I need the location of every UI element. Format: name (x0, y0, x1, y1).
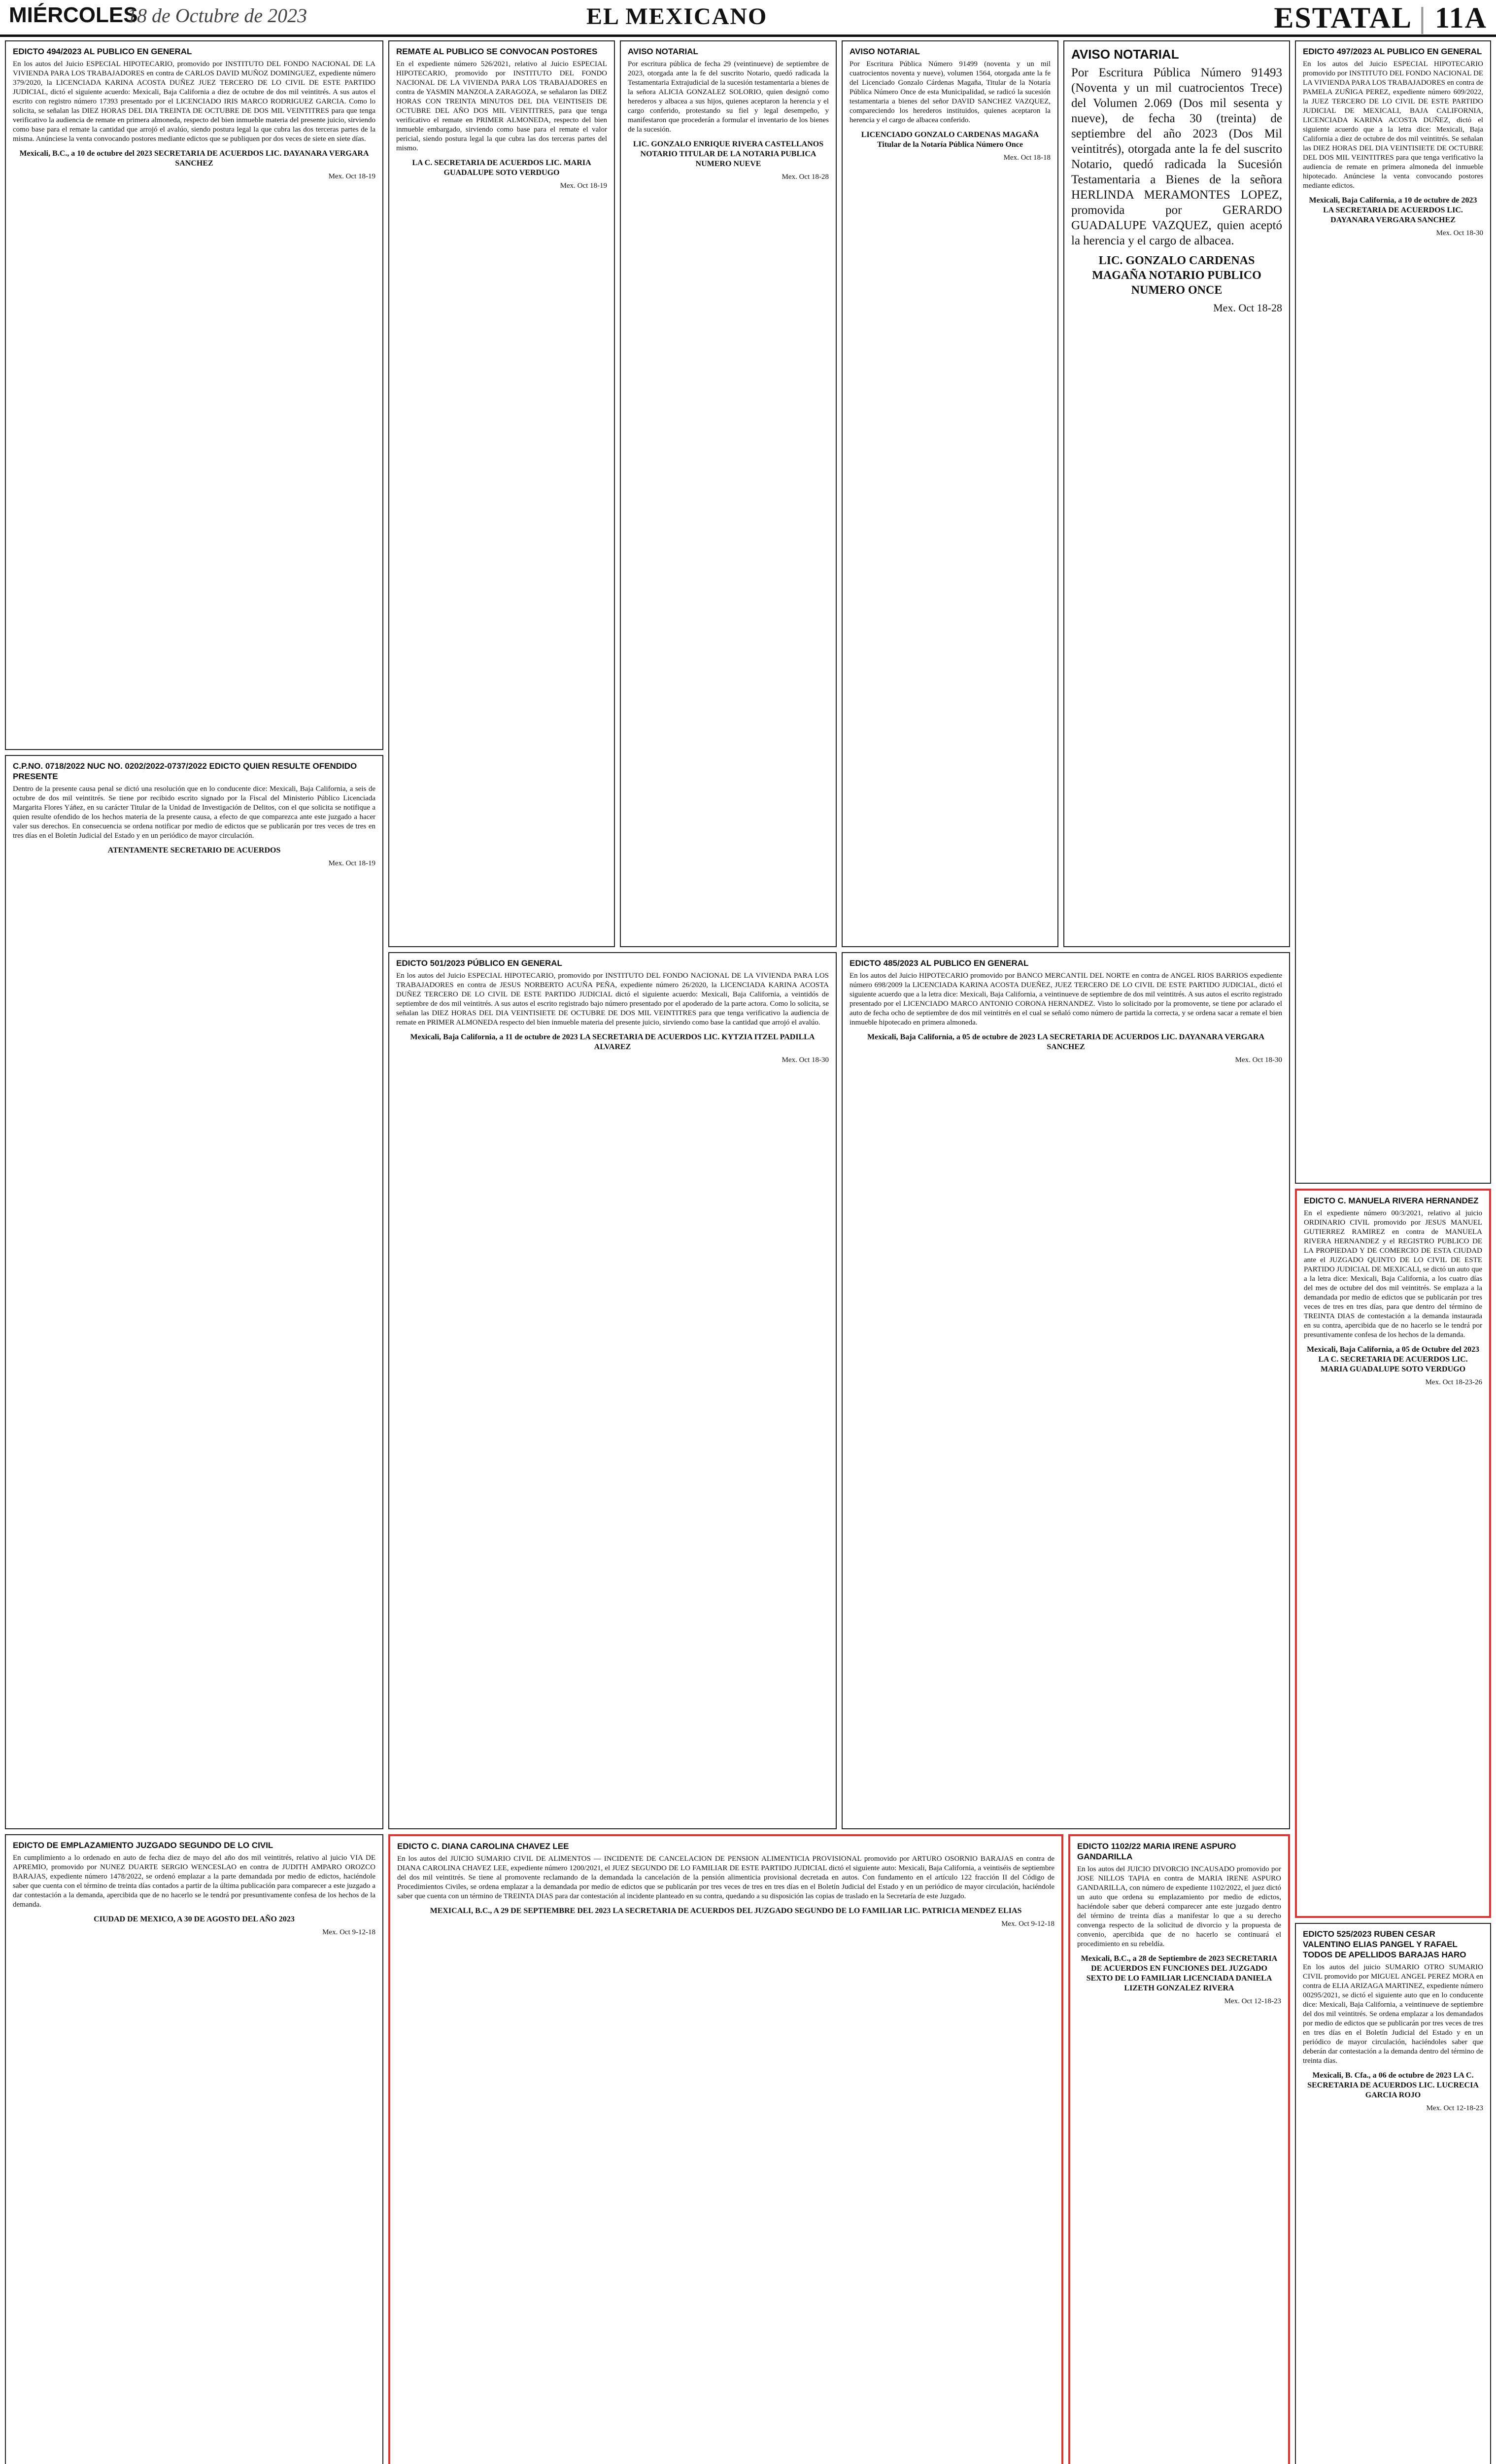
notice-folio: Mex. Oct 18-30 (1436, 229, 1483, 237)
notice-remate (388, 40, 615, 947)
notice-folio: Mex. Oct 18-28 (1213, 302, 1282, 314)
notice-edicto-494 (5, 40, 383, 750)
page-number: 11A (1434, 1, 1487, 34)
notice-title: EDICTO 485/2023 AL PUBLICO EN GENERAL (850, 958, 1029, 968)
page-header (0, 0, 1496, 37)
notice-aviso-notarial-2 (842, 40, 1058, 947)
notice-title: EDICTO 1102/22 MARIA IRENE ASPURO GANDARILLA (1077, 1842, 1236, 1861)
header-day: MIÉRCOLES (9, 3, 138, 27)
notice-edicto-497 (1295, 40, 1491, 1184)
notice-title: AVISO NOTARIAL (850, 47, 920, 56)
notice-body: Dentro de la presente causa penal se dictó una resolución que en lo conducente dice: Mexicali, Baja California, a seis de octubre de dos mil veintitrés. Se tiene por recibido escrito signado por la Fiscal del Ministerio Público Licenciada Margarita Flores Yáñez, en su carácter Titular de la Unidad de Investigación de Delitos, con el que solicita se notifique a quien resulte ofendido de los hechos materia de la presente causa, a efecto de que comparezca ante este juzgado a hacer valer sus derechos. En consecuencia se ordena notificar por medio de edictos que se publicarán por tres veces de tres en tres días en el Boletín Judicial del Estado y en un periódico de mayor circulación. (13, 785, 375, 840)
notice-title: EDICTO C. MANUELA RIVERA HERNANDEZ (1304, 1196, 1479, 1205)
notice-folio: Mex. Oct 12-18-23 (1426, 2104, 1483, 2112)
notice-title: C.P.NO. 0718/2022 NUC NO. 0202/2022-0737/2022 EDICTO QUIEN RESULTE OFENDIDO PRESENTE (13, 761, 357, 781)
notice-aviso-notarial-1 (620, 40, 837, 947)
notice-title: REMATE AL PUBLICO SE CONVOCAN POSTORES (396, 47, 598, 56)
notice-folio: Mex. Oct 9-12-18 (1001, 1920, 1054, 1928)
notice-edicto-525 (1295, 1923, 1491, 2464)
notice-folio: Mex. Oct 18-30 (1235, 1056, 1282, 1064)
header-date: 18 de Octubre de 2023 (127, 4, 307, 27)
notice-folio: Mex. Oct 18-28 (782, 173, 829, 181)
notice-signature: LIC. GONZALO ENRIQUE RIVERA CASTELLANOS NOTARIO TITULAR DE LA NOTARIA PUBLICA NUMERO NUEVE (633, 140, 824, 168)
notice-signature: ATENTAMENTE SECRETARIO DE ACUERDOS (107, 846, 281, 855)
notice-body: En los autos del Juicio ESPECIAL HIPOTECARIO, promovido por INSTITUTO DEL FONDO NACIONAL DE LA VIVIENDA PARA LOS TRABAJADORES en contra de CARLOS DAVID MUÑOZ DOMINGUEZ, expediente número 379/2020, la LICENCIADA KARINA ACOSTA DUÑEZ JUEZ TERCERO DE LO CIVIL DE ESTE PARTIDO JUDICIAL, dictó el siguiente acuerdo: Mexicali, Baja California a diez de octubre de dos mil veintitrés. A sus autos el escrito con registro número 17393 presentado por el LICENCIADO IRIS MARCO RODRIGUEZ GARCIA. Como lo solicita, se señalan las DIEZ HORAS DEL DIA TREINTA DE OCTUBRE DE DOS MIL VEINTITRES para que tenga verificativo la audiencia de remate en primera almoneda, respecto del bien inmueble materia del presente juicio, sirviendo como base para el remate la cantidad que arrojó el avalúo, siendo postura legal la que cubra las dos terceras partes de la misma. Anúnciese la venta convocando postores mediante edictos que se publiquen por dos veces de siete en siete días. (13, 60, 375, 143)
notice-signature: CIUDAD DE MEXICO, A 30 DE AGOSTO DEL AÑO 2023 (94, 1915, 295, 1923)
notice-folio: Mex. Oct 18-19 (328, 172, 375, 180)
notice-title: EDICTO 501/2023 PÚBLICO EN GENERAL (396, 958, 562, 968)
notice-signature: Mexicali, Baja California, a 05 de Octubre del 2023 LA C. SECRETARIA DE ACUERDOS LIC. MARIA GUADALUPE SOTO VERDUGO (1307, 1345, 1479, 1373)
notice-signature: Mexicali, B. Cfa., a 06 de octubre de 2023 LA C. SECRETARIA DE ACUERDOS LIC. LUCRECIA GARCIA ROJO (1307, 2071, 1479, 2099)
notice-signature: Mexicali, Baja California, a 11 de octubre de 2023 LA SECRETARIA DE ACUERDOS LIC. KYTZIA ITZEL PADILLA ALVAREZ (410, 1033, 815, 1051)
notice-body: Por escritura pública de fecha 29 (veintinueve) de septiembre de 2023, otorgada ante la fe del suscrito Notario, quedó radicada la Testamentaria Extrajudicial de la sucesión testamentaria a bienes de la señora ALICIA GONZALEZ SOLORIO, quien designó como herederos y albacea a sus hijos, quienes aceptaron la herencia y el cargo conferido, protestando su fiel y legal desempeño, y manifestaron que procederán a formular el inventario de los bienes de la sucesión. (628, 60, 829, 134)
notice-signature: Mexicali, Baja California, a 10 de octubre de 2023 LA SECRETARIA DE ACUERDOS LIC. DAYANARA VERGARA SANCHEZ (1309, 196, 1477, 224)
notice-signature: LA C. SECRETARIA DE ACUERDOS LIC. MARIA GUADALUPE SOTO VERDUGO (412, 159, 591, 177)
notice-body: En los autos del juicio SUMARIO OTRO SUMARIO CIVIL promovido por MIGUEL ANGEL PEREZ MORA en contra de ELIA ARIZAGA MARTINEZ, expediente número 00295/2021, se dictó el siguiente auto que en lo conducente dice: Mexicali, Baja California, a veintinueve de septiembre del dos mil veintitrés. Se ordena emplazar a los demandados por medio de edictos que se publicarán por tres veces de tres en tres días en el Boletín Judicial del Estado y en un periódico de mayor circulación, haciéndoles saber que deberán dar contestación a la demanda dentro del término de treinta días. (1303, 1963, 1483, 2065)
notice-edicto-maria-irene (1068, 1834, 1290, 2464)
notice-title: AVISO NOTARIAL (1071, 47, 1179, 62)
notice-edicto-diana-carolina (388, 1834, 1063, 2464)
notice-folio: Mex. Oct 18-23-26 (1425, 1378, 1482, 1386)
notice-signature: Mexicali, B.C., a 10 de octubre del 2023 SECRETARIA DE ACUERDOS LIC. DAYANARA VERGARA SANCHEZ (19, 149, 369, 168)
notice-body: En el expediente número 00/3/2021, relativo al juicio ORDINARIO CIVIL promovido por JESUS MANUEL GUTIERREZ RAMIREZ en contra de MANUELA RIVERA HERNANDEZ y el REGISTRO PUBLICO DE LA PROPIEDAD Y DE COMERCIO DE ESTA CIUDAD ante el JUZGADO QUINTO DE LO CIVIL DE ESTE PARTIDO JUDICIAL DE MEXICALI, se dictó un auto que a la letra dice: Mexicali, Baja California, a los cuatro días del mes de octubre del dos mil veintitrés. Se emplaza a la demandada por medio de edictos que se publicarán por tres veces de tres en tres días, para que dentro del término de TREINTA DIAS de contestación a la demanda instaurada en su contra, apercibida que de no hacerlo se le tendrá por presuntivamente confesa de los hechos de la demanda. (1304, 1209, 1482, 1339)
notice-body: En el expediente número 526/2021, relativo al Juicio ESPECIAL HIPOTECARIO, promovido por INSTITUTO DEL FONDO NACIONAL DE LA VIVIENDA PARA LOS TRABAJADORES en contra de YASMIN MANZOLA ZARAGOZA, se señalaron las DIEZ HORAS CON TREINTA MINUTOS DEL DIA VEINTISEIS DE OCTUBRE DEL AÑO DOS MIL VEINTITRES, para que tenga verificativo el remate en PRIMER ALMONEDA, respecto del bien inmueble embargado, sirviendo como base para el remate el valor pericial, siendo postura legal la que cubra las dos terceras partes del mismo. (396, 60, 607, 152)
notice-title: EDICTO C. DIANA CAROLINA CHAVEZ LEE (397, 1842, 569, 1851)
notice-body: En cumplimiento a lo ordenado en auto de fecha diez de mayo del año dos mil veintitrés, relativo al juicio VIA DE APREMIO, promovido por NUNEZ DUARTE SERGIO WENCESLAO en contra de JUDITH AMPARO OROZCO BARAJAS, expediente número 1478/2022, se ordenó emplazar a la parte demandada por medio de edictos, haciéndole saber que cuenta con el término de treinta días contados a partir de la última publicación para comparecer a este juzgado a dar contestación a la demanda, apercibida que de no hacerlo se le tendrá por presuntivamente confesa de los hechos de la demanda. (13, 1854, 375, 1909)
notice-folio: Mex. Oct 12-18-23 (1224, 1997, 1281, 2005)
notice-signature: Mexicali, B.C., a 28 de Septiembre de 2023 SECRETARIA DE ACUERDOS EN FUNCIONES DEL JUZGADO SEXTO DE LO FAMILIAR LICENCIADA DANIELA LIZETH GONZALEZ RIVERA (1081, 1954, 1278, 1992)
notice-body: En los autos del Juicio HIPOTECARIO promovido por BANCO MERCANTIL DEL NORTE en contra de ANGEL RIOS BARRIOS expediente número 698/2009 la LICENCIADA KARINA ACOSTA DUEÑEZ, JUEZ TERCERO DE LO CIVIL DE ESTE PARTIDO JUDICIAL, dictó el siguiente acuerdo que a la letra dice: Mexicali, Baja California, a veintinueve de septiembre de dos mil veintitrés. A sus autos el escrito registrado presentado por el LICENCIADO MARCO ANTONIO CORONA HERNANDEZ. Visto lo solicitado por la promovente, se tiene por aclarado el auto de fecha ocho de septiembre de dos mil veintitrés en el cual se señaló como número de partida la correcta, y se ordena sacar a remate el bien inmueble hipotecado en primera almoneda. (850, 972, 1282, 1027)
notice-signature: MEXICALI, B.C., A 29 DE SEPTIEMBRE DEL 2023 LA SECRETARIA DE ACUERDOS DEL JUZGADO SEGUNDO DE LO FAMILIAR LIC. PATRICIA MENDEZ ELIAS (430, 1907, 1022, 1915)
notice-folio: Mex. Oct 18-19 (328, 859, 375, 867)
notice-edicto-485 (842, 952, 1290, 1829)
notice-body: Por Escritura Pública Número 91493 (Noventa y un mil cuatrocientos Trece) del Volumen 2.069 (Dos mil sesenta y nueve), de fecha 30 (treinta) de septiembre del año 2023 (Dos Mil veintitrés), otorgada ante la fe del suscrito Notario, quedó radicada la Sucesión Testamentaria a Bienes de la señora HERLINDA MERAMONTES LOPEZ, promovida por GERARDO GUADALUPE VAZQUEZ, quien aceptó la herencia y el cargo de albacea. (1071, 66, 1282, 247)
notice-body: Por Escritura Pública Número 91499 (noventa y un mil cuatrocientos noventa y nueve), volumen 1564, otorgada ante la fe del Licenciado Gonzalo Cárdenas Magaña, Titular de la Notaría Pública Número Once de esta Municipalidad, se radicó la sucesión testamentaria a bienes del señor DAVID SANCHEZ VAZQUEZ, compareciendo los herederos instituidos, quienes aceptaron la herencia y el cargo de albacea conferido. (850, 60, 1051, 124)
notice-title: EDICTO 525/2023 RUBEN CESAR VALENTINO ELIAS PANGEL Y RAFAEL TODOS DE APELLIDOS BARAJAS HARO (1303, 1929, 1466, 1959)
notice-folio: Mex. Oct 18-30 (782, 1056, 829, 1064)
notice-signature: LIC. GONZALO CARDENAS MAGAÑA NOTARIO PUBLICO NUMERO ONCE (1092, 254, 1261, 297)
notice-signature: Mexicali, Baja California, a 05 de octubre de 2023 LA SECRETARIA DE ACUERDOS LIC. DAYANARA VERGARA SANCHEZ (867, 1033, 1264, 1051)
newspaper-masthead: EL MEXICANO (586, 3, 768, 30)
notice-causa-penal (5, 755, 383, 1829)
notice-edicto-501 (388, 952, 837, 1829)
notice-body: En los autos del JUICIO SUMARIO CIVIL DE ALIMENTOS — INCIDENTE DE CANCELACION DE PENSION ALIMENTICIA PROVISIONAL promovido por ARTURO OSORNIO BARAJAS en contra de DIANA CAROLINA CHAVEZ LEE, expediente número 1200/2021, el JUEZ SEGUNDO DE LO FAMILIAR DE ESTE PARTIDO JUDICIAL dictó el siguiente auto: Mexicali, Baja California, a veintiséis de septiembre del dos mil veintitrés. Se tiene al promovente reclamando de la demandada la cancelación de la pensión alimenticia provisional decretada en autos. Con fundamento en el artículo 122 fracción II del Código de Procedimientos Civiles, se ordena emplazar a la demandada por medio de edictos que se publicarán por tres veces de tres en tres días en el Boletín Judicial del Estado y en un periódico de mayor circulación, haciéndole saber que cuenta con un término de TREINTA DIAS para dar contestación al incidente planteado en su contra, quedando a su disposición las copias de traslado en la Secretaría de este Juzgado. (397, 1855, 1054, 1900)
notice-body: En los autos del Juicio ESPECIAL HIPOTECARIO promovido por INSTITUTO DEL FONDO NACIONAL DE LA VIVIENDA PARA LOS TRABAJADORES en contra de PAMELA ZUÑIGA PEREZ, expediente número 609/2022, la JUEZ TERCERO DE LO CIVIL DE ESTE PARTIDO JUDICIAL DE MEXICALI, BAJA CALIFORNIA, LICENCIADA KARINA ACOSTA DUÑEZ, dictó el siguiente acuerdo que a la letra dice: Mexicali, Baja California a diez de octubre de dos mil veintitrés. Se señalan las DIEZ HORAS DEL DIA VEINTISIETE DE OCTUBRE DEL DOS MIL VEINTITRES para que tenga verificativo la audiencia de remate en primera almoneda del inmueble hipotecado. Anúnciese la venta convocando postores mediante edictos. (1303, 60, 1483, 190)
notice-folio: Mex. Oct 18-19 (560, 182, 607, 190)
notice-edicto-emplazamiento (5, 1834, 383, 2464)
notice-body: En los autos del Juicio ESPECIAL HIPOTECARIO, promovido por INSTITUTO DEL FONDO NACIONAL DE LA VIVIENDA PARA LOS TRABAJADORES en contra de JESUS NORBERTO ACUÑA PEÑA, expediente número 26/2020, la LICENCIADA KARINA ACOSTA DUÑEZ TERCERO DE LO CIVIL DE ESTE PARTIDO JUDICIAL dictó el siguiente acuerdo: Mexicali, Baja California, a veintidós de septiembre de dos mil veintitrés. A sus autos el escrito registrado bajo número presentado por el apoderado de la parte actora. Como lo solicita, se señalan las DIEZ HORAS DEL DIA VEINTISIETE DE OCTUBRE DE DOS MIL VEINTITRES para que tenga verificativo la audiencia de remate en PRIMER ALMONEDA respecto del bien inmueble materia del presente juicio, sirviendo como base la cantidad que arrojó el avalúo. (396, 972, 829, 1027)
notice-title: EDICTO 494/2023 AL PUBLICO EN GENERAL (13, 47, 192, 56)
notice-edicto-manuela-rivera (1295, 1189, 1491, 1918)
notice-title: EDICTO 497/2023 AL PUBLICO EN GENERAL (1303, 47, 1482, 56)
notice-aviso-notarial-3 (1063, 40, 1290, 947)
notice-body: En los autos del JUICIO DIVORCIO INCAUSADO promovido por JOSE NILLOS TAPIA en contra de MARIA IRENE ASPURO GANDARILLA, con número de expediente 1102/2022, el juez dictó un auto que ordena su emplazamiento por medio de edictos, haciéndole saber que deberá comparecer ante este juzgado dentro del término de treinta días a manifestar lo que a su derecho convenga respecto de la solicitud de divorcio y la propuesta de convenio, apercibida que de no hacerlo se continuará el procedimiento en su rebeldía. (1077, 1865, 1281, 1948)
notice-folio: Mex. Oct 9-12-18 (322, 1928, 375, 1936)
section-title: ESTATAL | 11A (1274, 1, 1487, 34)
notice-folio: Mex. Oct 18-18 (1003, 154, 1051, 162)
notice-signature: LICENCIADO GONZALO CARDENAS MAGAÑA Titular de la Notaría Pública Número Once (861, 131, 1039, 149)
notice-title: AVISO NOTARIAL (628, 47, 698, 56)
notice-title: EDICTO DE EMPLAZAMIENTO JUZGADO SEGUNDO DE LO CIVIL (13, 1841, 273, 1850)
